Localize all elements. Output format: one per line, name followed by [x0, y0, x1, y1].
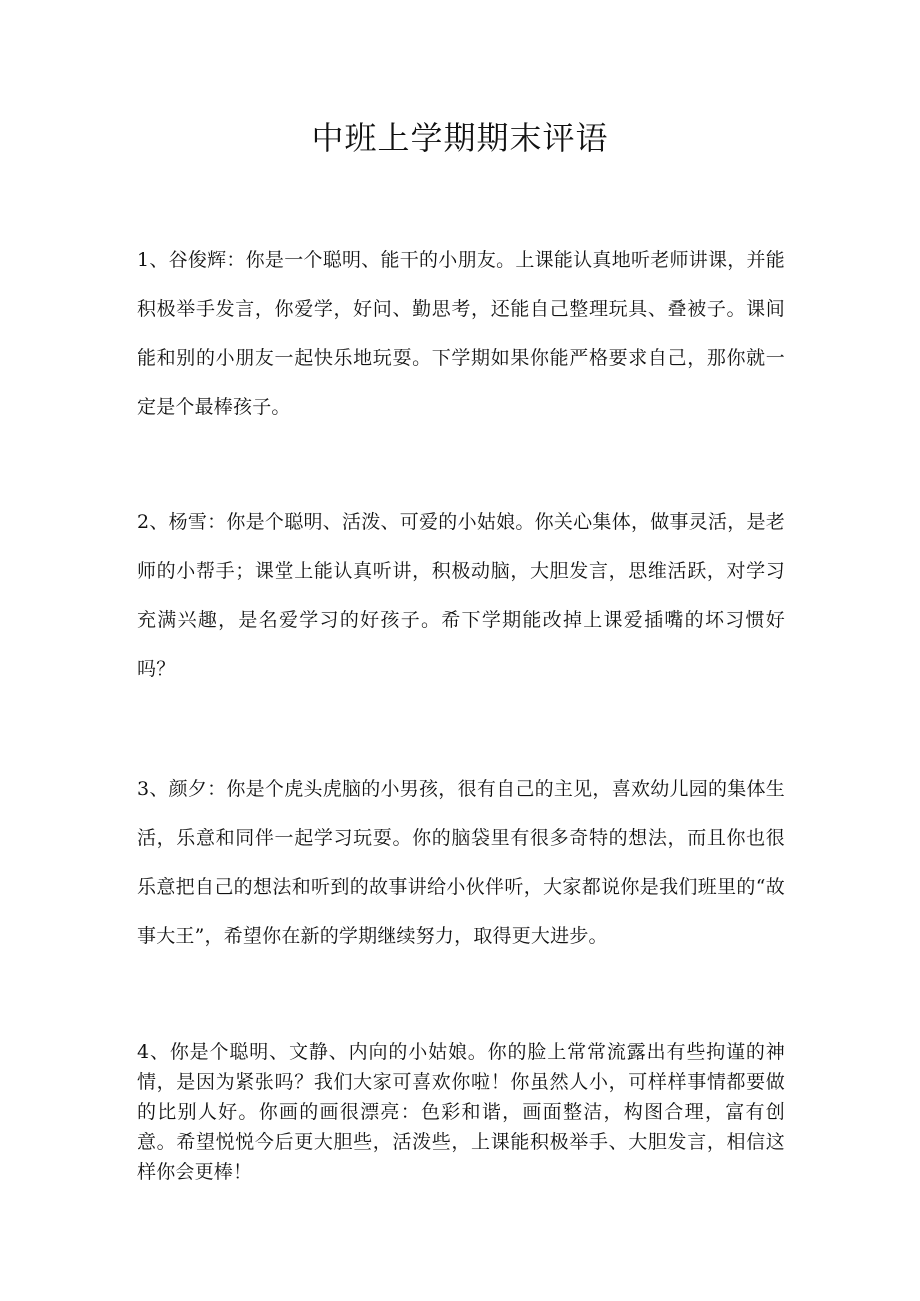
page-title: 中班上学期期末评语	[311, 119, 609, 157]
comment-paragraph-2: 2、杨雪：你是个聪明、活泼、可爱的小姑娘。你关心集体，做事灵活，是老师的小帮手；课堂上能认真听讲，积极动脑，大胆发言，思维活跃，对学习充满兴趣，是名爱学习的好孩子。希下学期能改掉上课爱插嘴的坏习惯好吗？	[137, 511, 785, 680]
comment-paragraph-3: 3、颜夕：你是个虎头虎脑的小男孩，很有自己的主见，喜欢幼儿园的集体生活，乐意和同伴一起学习玩耍。你的脑袋里有很多奇特的想法，而且你也很乐意把自己的想法和听到的故事讲给小伙伴听，大家都说你是我们班里的“故事大王”，希望你在新的学期继续努力，取得更大进步。	[137, 778, 785, 947]
comment-paragraph-4: 4、你是个聪明、文静、内向的小姑娘。你的脸上常常流露出有些拘谨的神情，是因为紧张吗？我们大家可喜欢你啦！你虽然人小，可样样事情都要做的比别人好。你画的画很漂亮：色彩和谐，画面整洁，构图合理，富有创意。希望悦悦今后更大胆些，活泼些，上课能积极举手、大胆发言，相信这样你会更棒！	[137, 1041, 785, 1183]
comment-paragraph-1: 1、谷俊辉：你是一个聪明、能干的小朋友。上课能认真地听老师讲课，并能积极举手发言，你爱学，好问、勤思考，还能自己整理玩具、叠被子。课间能和别的小朋友一起快乐地玩耍。下学期如果你能严格要求自己，那你就一定是个最棒孩子。	[137, 249, 785, 418]
